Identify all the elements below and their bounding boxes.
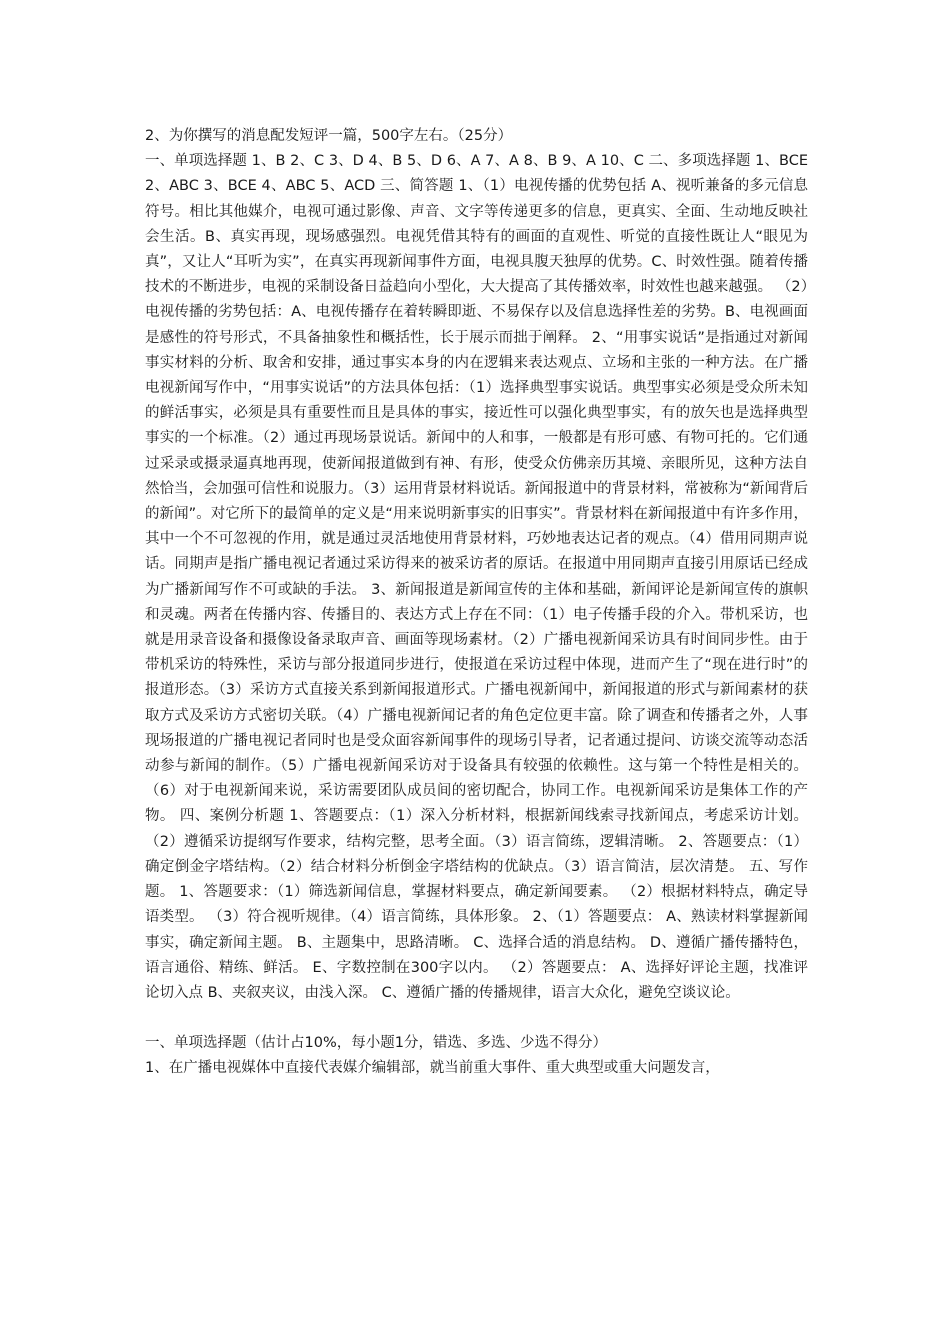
document-body	[145, 124, 808, 1082]
answer-key-paragraph: 一、单项选择题 1、B 2、C 3、D 4、B 5、D 6、A 7、A 8、B 9、A 10、C 二、多项选择题 1、BCE 2、ABC 3、BCE 4、ABC 5、ACD 三、简答题 1、（1）电视传播的优势包括 A、视听兼备的多元信息符号。相比其他媒介，电视可通过影像、声音、文字等传递更多的信息，更真实、全面、生动地反映社会生活。B、真实再现，现场感强烈。电视凭借其特有的画面的直观性、听觉的直接性既让人“眼见为真”，又让人“耳听为实”，在真实再现新闻事件方面，电视具腹天独厚的优势。C、时效性强。随着传播技术的不断进步，电视的采制设备日益趋向小型化，大大提高了其传播效率，时效性也越来越强。 （2）电视传播的劣势包括：A、电视传播存在着转瞬即逝、不易保存以及信息选择性差的劣势。B、电视画面是感性的符号形式，不具备抽象性和概括性，长于展示而拙于阐释。 2、“用事实说话”是指通过对新闻事实材料的分析、取舍和安排，通过事实本身的内在逻辑来表达观点、立场和主张的一种方法。在广播电视新闻写作中，“用事实说话”的方法具体包括：（1）选择典型事实说话。典型事实必须是受众所未知的鲜活事实，必须是具有重要性而且是具体的事实，接近性可以强化典型事实，有的放矢也是选择典型事实的一个标准。（2）通过再现场景说话。新闻中的人和事，一般都是有形可感、有物可托的。它们通过采录或摄录逼真地再现，使新闻报道做到有神、有形，使受众仿佛亲历其境、亲眼所见，这种方法自然恰当，会加强可信性和说服力。（3）运用背景材料说话。新闻报道中的背景材料，常被称为“新闻背后的新闻”。对它所下的最简单的定义是“用来说明新事实的旧事实”。背景材料在新闻报道中有许多作用，其中一个不可忽视的作用，就是通过灵活地使用背景材料，巧妙地表达记者的观点。（4）借用同期声说话。同期声是指广播电视记者通过采访得来的被采访者的原话。在报道中用同期声直接引用原话已经成为广播新闻写作不可或缺的手法。 3、新闻报道是新闻宣传的主体和基础，新闻评论是新闻宣传的旗帜和灵魂。两者在传播内容、传播目的、表达方式上存在不同：（1）电子传播手段的介入。带机采访，也就是用录音设备和摄像设备录取声音、画面等现场素材。（2）广播电视新闻采访具有时间同步性。由于带机采访的特殊性，采访与部分报道同步进行，使报道在采访过程中体现，进而产生了“现在进行时”的报道形态。（3）采访方式直接关系到新闻报道形式。广播电视新闻中，新闻报道的形式与新闻素材的获取方式及采访方式密切关联。（4）广播电视新闻记者的角色定位更丰富。除了调查和传播者之外，人事现场报道的广播电视记者同时也是受众面容新闻事件的现场引导者，记者通过提问、访谈交流等动态活动参与新闻的制作。（5）广播电视新闻采访对于设备具有较强的依赖性。这与第一个特性是相关的。（6）对于电视新闻来说，采访需要团队成员间的密切配合，协同工作。电视新闻采访是集体工作的产物。 四、案例分析题 1、答题要点：（1）深入分析材料，根据新闻线索寻找新闻点，考虑采访计划。 （2）遵循采访提纲写作要求，结构完整，思考全面。（3）语言简练，逻辑清晰。 2、答题要点：（1）确定倒金字塔结构。（2）结合材料分析倒金字塔结构的优缺点。（3）语言简洁，层次清楚。 五、写作题。 1、答题要求：（1）筛选新闻信息，掌握材料要点，确定新闻要素。 （2）根据材料特点，确定导语类型。 （3）符合视听规律。（4）语言简练，具体形象。 2、（1）答题要点： A、熟读材料掌握新闻事实，确定新闻主题。 B、主题集中，思路清晰。 C、选择合适的消息结构。 D、遵循广播传播特色，语言通俗、精练、鲜活。 E、字数控制在300字以内。 （2）答题要点： A、选择好评论主题，找准评论切入点 B、夹叙夹议，由浅入深。 C、遵循广播的传播规律，语言大众化，避免空谈议论。	[145, 153, 808, 1001]
section-heading: 一、单项选择题（估计占10%，每小题1分，错选、多选、少选不得分）	[145, 1035, 607, 1052]
intro-line: 2、为你撰写的消息配发短评一篇，500字左右。（25分）	[145, 128, 513, 144]
question-1: 1、在广播电视媒体中直接代表媒介编辑部，就当前重大事件、重大典型或重大问题发言，	[145, 1060, 720, 1077]
blank-line	[145, 1006, 808, 1031]
